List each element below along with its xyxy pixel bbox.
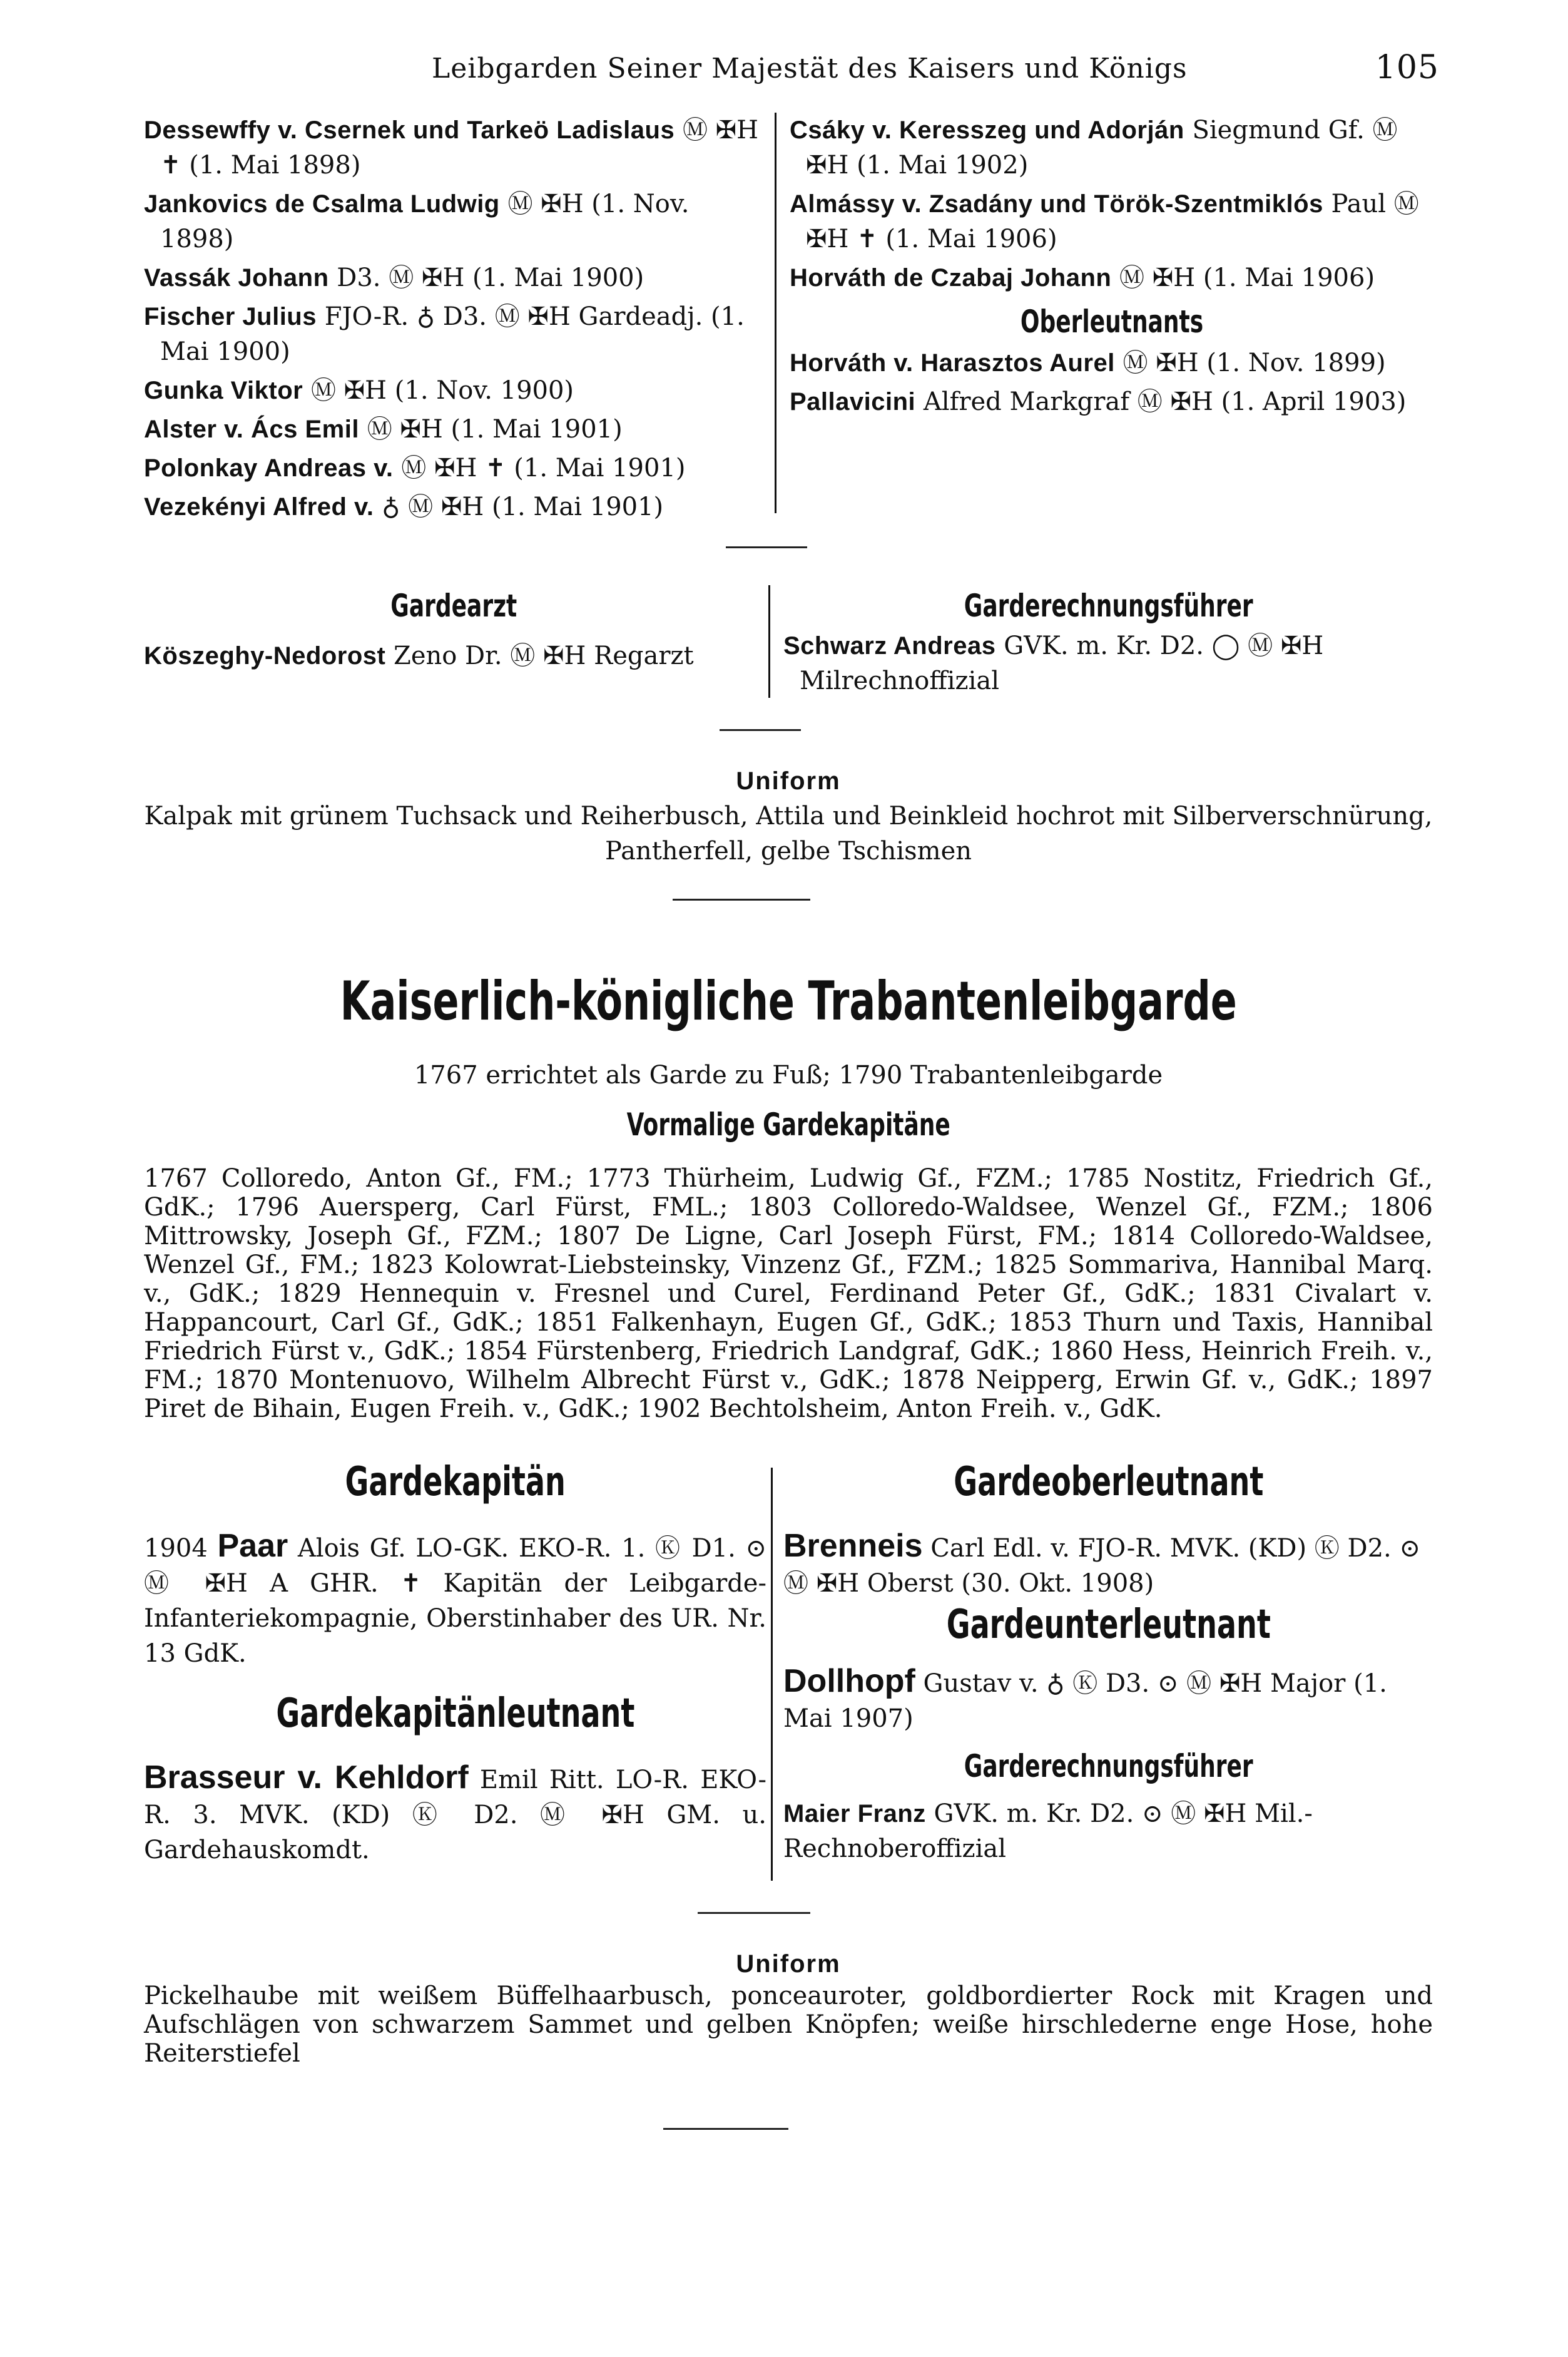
trabanten-subtitle: 1767 errichtet als Garde zu Fuß; 1790 Trabantenleibgarde: [414, 1061, 1163, 1090]
divider: [698, 1912, 810, 1914]
list-item: Vezekényi Alfred v. ♁ Ⓜ ✠H (1. Mai 1901): [144, 493, 664, 521]
gardekapitaen-column: [144, 1459, 767, 1868]
column-divider: [771, 1468, 773, 1881]
gardearzt-block: [144, 588, 763, 673]
list-item: Horváth v. Harasztos Aurel Ⓜ ✠H (1. Nov. 1899): [790, 349, 1386, 377]
vormalige-list: 1767 Colloredo, Anton Gf., FM.; 1773 Thürheim, Ludwig Gf., FZM.; 1785 Nostitz, Friedrich Gf., GdK.; 1796 Auersperg, Carl Fürst, FML.; 1803 Colloredo-Waldsee, Wenzel Gf., FZM.; 1806 Mittrowsky, Joseph Gf., FZM.; 1807 De Ligne, Carl Joseph Fürst, FM.; 1814 Colloredo-Waldsee, Wenzel Gf., FM.; 1823 Kolowrat-Liebsteinsky, Vinzenz Gf., FZM.; 1825 Sommariva, Hannibal Marq. v., GdK.; 1829 Hennequin v. Fresnel und Curel, Ferdinand Peter Gf., GdK.; 1831 Civalart v. Happancourt, Carl Gf., GdK.; 1851 Falkenhayn, Eugen Gf., GdK.; 1853 Thurn und Taxis, Hannibal Friedrich Fürst v., GdK.; 1854 Fürstenberg, Friedrich Landgraf, GdK.; 1860 Hess, Heinrich Freih. v., FM.; 1870 Montenuovo, Wilhelm Albrecht Fürst v., GdK.; 1878 Neipperg, Erwin Gf. v., GdK.; 1897 Piret de Bihain, Eugen Freih. v., GdK.; 1902 Bechtolsheim, Anton Freih. v., GdK.: [144, 1164, 1433, 1423]
right-officer-list: [790, 113, 1434, 423]
rechnungsfuehrer-heading: Garderechnungsführer: [964, 588, 1253, 624]
gardeoberleutnant-column: [783, 1459, 1434, 1866]
list-item: Alster v. Ács Emil Ⓜ ✠H (1. Mai 1901): [144, 415, 623, 444]
gardeunterleutnant-heading: Gardeunterleutnant: [946, 1602, 1271, 1648]
column-divider: [775, 113, 776, 513]
divider: [673, 899, 810, 901]
gardeoberleutnant-heading: Gardeoberleutnant: [954, 1459, 1264, 1505]
left-officer-list: [144, 113, 770, 528]
gardearzt-heading: Gardearzt: [390, 588, 517, 624]
uniform-text: Kalpak mit grünem Tuchsack und Reiherbusch, Attila und Beinkleid hochrot mit Silberverschnürung, Pantherfell, gelbe Tschismen: [144, 802, 1433, 866]
list-item: Gunka Viktor Ⓜ ✠H (1. Nov. 1900): [144, 376, 574, 405]
uniform-text: Pickelhaube mit weißem Büffelhaarbusch, ponceauroter, goldbordierter Rock mit Kragen und Aufschlägen von schwarzem Sammet und gelben Knöpfen; weiße hirschlederne enge Hose, hohe Reiterstiefel: [144, 1981, 1433, 2068]
divider: [720, 729, 801, 731]
list-item: Brasseur v. Kehldorf Emil Ritt. LO-R. EKO-R. 3. MVK. (KD) Ⓚ D2. Ⓜ ✠H GM. u. Gardehauskomdt.: [144, 1759, 766, 1864]
divider: [663, 2128, 788, 2130]
list-item: Maier Franz GVK. m. Kr. D2. ⊙ Ⓜ ✠H Mil.-Rechnoberoffizial: [783, 1799, 1313, 1863]
vormalige-heading: Vormalige Gardekapitäne: [626, 1107, 950, 1143]
list-item: Csáky v. Keresszeg und Adorján Siegmund Gf. Ⓜ ✠H (1. Mai 1902): [790, 116, 1398, 180]
list-item: Pallavicini Alfred Markgraf Ⓜ ✠H (1. April 1903): [790, 387, 1407, 416]
uniform-heading: Uniform: [736, 767, 841, 795]
list-item: Vassák Johann D3. Ⓜ ✠H (1. Mai 1900): [144, 263, 644, 292]
page-number: 105: [1375, 49, 1439, 86]
list-item: Fischer Julius FJO-R. ♁ D3. Ⓜ ✠H Gardeadj. (1. Mai 1900): [144, 302, 745, 366]
list-item: Dollhopf Gustav v. ♁ Ⓚ D3. ⊙ Ⓜ ✠H Major (1. Mai 1907): [783, 1663, 1387, 1733]
trabanten-title: Kaiserlich-königliche Trabantenleibgarde: [340, 970, 1237, 1033]
gardeaccounts-block: [783, 588, 1434, 702]
divider: [726, 546, 807, 548]
oberleutnants-heading: Oberleutnants: [1020, 304, 1204, 340]
garderechnungsfuehrer-heading: Garderechnungsführer: [964, 1748, 1253, 1784]
column-divider: [768, 585, 770, 698]
gardekapitaen-heading: Gardekapitän: [345, 1459, 566, 1505]
list-item: Almássy v. Zsadány und Török-Szentmiklós Paul Ⓜ ✠H ✝ (1. Mai 1906): [790, 190, 1419, 253]
oberleutnants-heading-wrap: [790, 304, 1434, 342]
uniform-section: [144, 764, 1433, 869]
list-item: 1904 Paar Alois Gf. LO-GK. EKO-R. 1. Ⓚ D1. ⊙ Ⓜ ✠H A GHR. ✝ Kapitän der Leibgarde-Infanteriekompagnie, Oberstinhaber des UR. Nr. 13 GdK.: [144, 1528, 767, 1668]
list-item: Jankovics de Csalma Ludwig Ⓜ ✠H (1. Nov. 1898): [144, 190, 690, 253]
trabanten-title-wrap: [144, 970, 1433, 1045]
running-header: [144, 44, 1445, 94]
gardekapitaenleutnant-heading: Gardekapitänleutnant: [276, 1690, 634, 1737]
uniform-heading: Uniform: [736, 1950, 841, 1978]
list-item: Schwarz Andreas GVK. m. Kr. D2. ◯ Ⓜ ✠H Milrechnoffizial: [783, 631, 1324, 695]
list-item: Horváth de Czabaj Johann Ⓜ ✠H (1. Mai 1906): [790, 263, 1375, 292]
list-item: Polonkay Andreas v. Ⓜ ✠H ✝ (1. Mai 1901): [144, 454, 686, 483]
list-item: Brenneis Carl Edl. v. FJO-R. MVK. (KD) Ⓚ D2. ⊙ Ⓜ ✠H Oberst (30. Okt. 1908): [783, 1528, 1420, 1598]
uniform-section: [144, 1946, 1433, 2068]
running-title: Leibgarden Seiner Majestät des Kaisers und Königs: [432, 53, 1188, 84]
list-item: Dessewffy v. Csernek und Tarkeö Ladislaus Ⓜ ✠H ✝ (1. Mai 1898): [144, 116, 759, 180]
list-item: Köszeghy-Nedorost Zeno Dr. Ⓜ ✠H Regarzt: [144, 642, 694, 670]
vormalige-heading-wrap: [144, 1107, 1433, 1150]
